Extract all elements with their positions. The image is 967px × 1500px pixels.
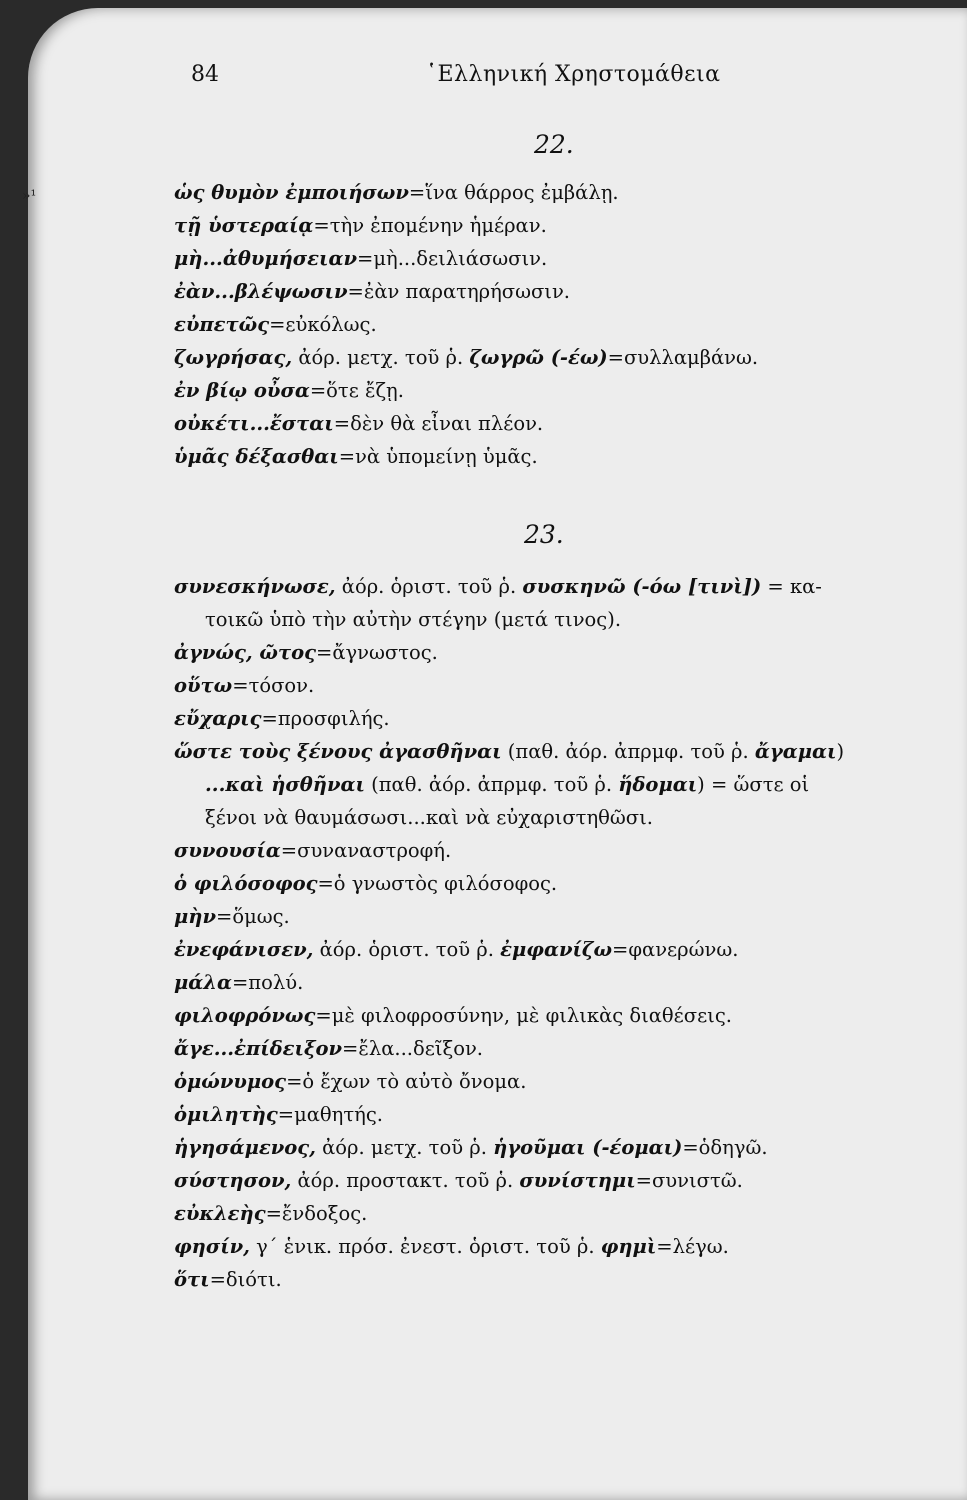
definition: =τὴν ἐπομένην ἡμέραν.: [313, 214, 547, 237]
headword: ἀγνώς, ῶτος: [174, 641, 316, 664]
headword: οὐκέτι...ἔσται: [174, 412, 334, 435]
headword-ref: συσκηνῶ (-όω [τινὶ]): [522, 575, 762, 598]
definition: =τόσον.: [232, 674, 315, 697]
headword: μὴν: [174, 905, 216, 928]
headword-ref: ἄγαμαι: [754, 740, 837, 763]
definition: (παθ. ἀόρ. ἀπρμφ. τοῦ ῥ.: [501, 740, 755, 763]
headword-ref: συνίστημι: [519, 1169, 636, 1192]
headword: συνεσκήνωσε,: [174, 575, 336, 598]
definition-tail: =λέγω.: [656, 1235, 729, 1258]
definition: ἀόρ. μετχ. τοῦ ῥ.: [315, 1136, 494, 1159]
glossary-line: [174, 1168, 743, 1194]
definition-tail: ) = ὥστε οἱ: [697, 773, 810, 796]
glossary-line: [174, 739, 844, 765]
glossary-line: [205, 772, 809, 798]
definition: =ἵνα θάρρος ἐμβάλῃ.: [408, 181, 619, 204]
glossary-line: [174, 1201, 367, 1227]
glossary-line: [174, 378, 404, 404]
definition-tail: = κα-: [761, 575, 822, 598]
glossary-line: [174, 574, 822, 600]
headword: ἐὰν...βλέψωσιν: [174, 280, 348, 303]
definition: ἀόρ. ὁριστ. τοῦ ῥ.: [313, 938, 501, 961]
headword: ...καὶ ἡσθῆναι: [205, 773, 365, 796]
section-number-22: 22.: [534, 130, 574, 159]
headword-ref: ἐμφανίζω: [500, 938, 613, 961]
headword: ὅτι: [174, 1268, 210, 1291]
headword: ἄγε...ἐπίδειξον: [174, 1037, 343, 1060]
definition: =προσφιλής.: [261, 707, 390, 730]
definition: =μὴ...δειλιάσωσιν.: [357, 247, 548, 270]
headword: ὁμιλητὴς: [174, 1103, 278, 1126]
definition: =εὐκόλως.: [269, 313, 377, 336]
headword: ζωγρήσας,: [174, 346, 293, 369]
definition: ξένοι νὰ θαυμάσωσι...καὶ νὰ εὐχαριστηθῶσι.: [205, 806, 653, 829]
glossary-line: [174, 673, 314, 699]
glossary-line: [174, 970, 303, 996]
definition: γ΄ ἑνικ. πρόσ. ἐνεστ. ὁριστ. τοῦ ῥ.: [249, 1235, 601, 1258]
headword: φησίν,: [174, 1235, 250, 1258]
headword: φιλοφρόνως: [174, 1004, 316, 1027]
glossary-line: [174, 904, 290, 930]
headword: ὥστε τοὺς ξένους ἀγασθῆναι: [174, 740, 502, 763]
glossary-line: [174, 246, 547, 272]
definition: =ὁ γνωστὸς φιλόσοφος.: [317, 872, 558, 895]
glossary-line: [174, 180, 619, 206]
definition: =νὰ ὑπομείνῃ ὑμᾶς.: [338, 445, 538, 468]
headword-ref: φημὶ: [600, 1235, 657, 1258]
glossary-line: [205, 607, 621, 633]
headword-ref: ζωγρῶ (-έω): [469, 346, 608, 369]
glossary-line: [174, 444, 538, 470]
definition: =δὲν θὰ εἶναι πλέον.: [333, 412, 544, 435]
headword: οὕτω: [174, 674, 233, 697]
definition: =μὲ φιλοφροσύνην, μὲ φιλικὰς διαθέσεις.: [315, 1004, 732, 1027]
glossary-line: [174, 1234, 729, 1260]
headword: τῇ ὑστεραίᾳ: [174, 214, 314, 237]
glossary-line: [174, 279, 570, 305]
glossary-line: [174, 345, 758, 371]
definition: (παθ. ἀόρ. ἀπρμφ. τοῦ ῥ.: [364, 773, 619, 796]
page-number: 84: [191, 62, 219, 87]
definition: =διότι.: [209, 1268, 282, 1291]
glossary-line: [174, 1267, 282, 1293]
definition: =ὁ ἔχων τὸ αὐτὸ ὄνομα.: [286, 1070, 527, 1093]
definition-tail: =συλλαμβάνω.: [607, 346, 759, 369]
glossary-line: [174, 937, 738, 963]
definition: =ὅμως.: [215, 905, 290, 928]
headword: εὔχαρις: [174, 707, 262, 730]
glossary-line: [174, 411, 543, 437]
headword: εὐκλεὴς: [174, 1202, 266, 1225]
definition: ἀόρ. μετχ. τοῦ ῥ.: [292, 346, 470, 369]
definition-tail: ): [836, 740, 845, 763]
glossary-line: [174, 1003, 732, 1029]
definition: =ἔνδοξος.: [265, 1202, 368, 1225]
headword-ref: ἡγοῦμαι (-έομαι): [493, 1136, 683, 1159]
headword: μὴ...ἀθυμήσειαν: [174, 247, 358, 270]
glossary-line: [174, 871, 557, 897]
definition: =ἔλα...δεῖξον.: [342, 1037, 483, 1060]
glossary-line: [174, 706, 390, 732]
definition: =ἐὰν παρατηρήσωσιν.: [347, 280, 570, 303]
glossary-line: [174, 1036, 483, 1062]
definition: =πολύ.: [231, 971, 304, 994]
glossary-line: [174, 1135, 768, 1161]
headword: ὑμᾶς δέξασθαι: [174, 445, 339, 468]
running-title: ῾Ελληνική Χρηστομάθεια: [426, 62, 721, 87]
headword: μάλα: [174, 971, 232, 994]
glossary-line: [174, 1069, 526, 1095]
definition-tail: =ὁδηγῶ.: [682, 1136, 768, 1159]
glossary-line: [174, 640, 438, 666]
definition: ἀόρ. προστακτ. τοῦ ῥ.: [291, 1169, 520, 1192]
definition-tail: =φανερώνω.: [612, 938, 739, 961]
definition: =ἄγνωστος.: [316, 641, 438, 664]
headword-ref: ἥδομαι: [618, 773, 698, 796]
headword: ὡς θυμὸν ἐμποιήσων: [174, 181, 409, 204]
glossary-line: [174, 213, 547, 239]
glossary-line: [174, 838, 451, 864]
headword: ὁμώνυμος: [174, 1070, 287, 1093]
section-number-23: 23.: [524, 520, 564, 549]
margin-mark: »¹: [22, 188, 37, 204]
glossary-line: [174, 1102, 383, 1128]
headword: ἡγησάμενος,: [174, 1136, 316, 1159]
glossary-line: [174, 312, 377, 338]
headword: ὁ φιλόσοφος: [174, 872, 318, 895]
definition: =συναναστροφή.: [280, 839, 452, 862]
definition: =ὅτε ἔζῃ.: [309, 379, 404, 402]
definition: =μαθητής.: [277, 1103, 383, 1126]
headword: ἐν βίῳ οὖσα: [174, 379, 310, 402]
definition: ἀόρ. ὁριστ. τοῦ ῥ.: [335, 575, 523, 598]
headword: σύστησον,: [174, 1169, 292, 1192]
definition-tail: =συνιστῶ.: [635, 1169, 743, 1192]
headword: συνουσία: [174, 839, 281, 862]
headword: ἐνεφάνισεν,: [174, 938, 314, 961]
headword: εὐπετῶς: [174, 313, 270, 336]
book-page: [22, 8, 967, 1500]
glossary-line: [205, 805, 653, 831]
definition: τοικῶ ὑπὸ τὴν αὐτὴν στέγην (μετά τινος).: [205, 608, 622, 631]
